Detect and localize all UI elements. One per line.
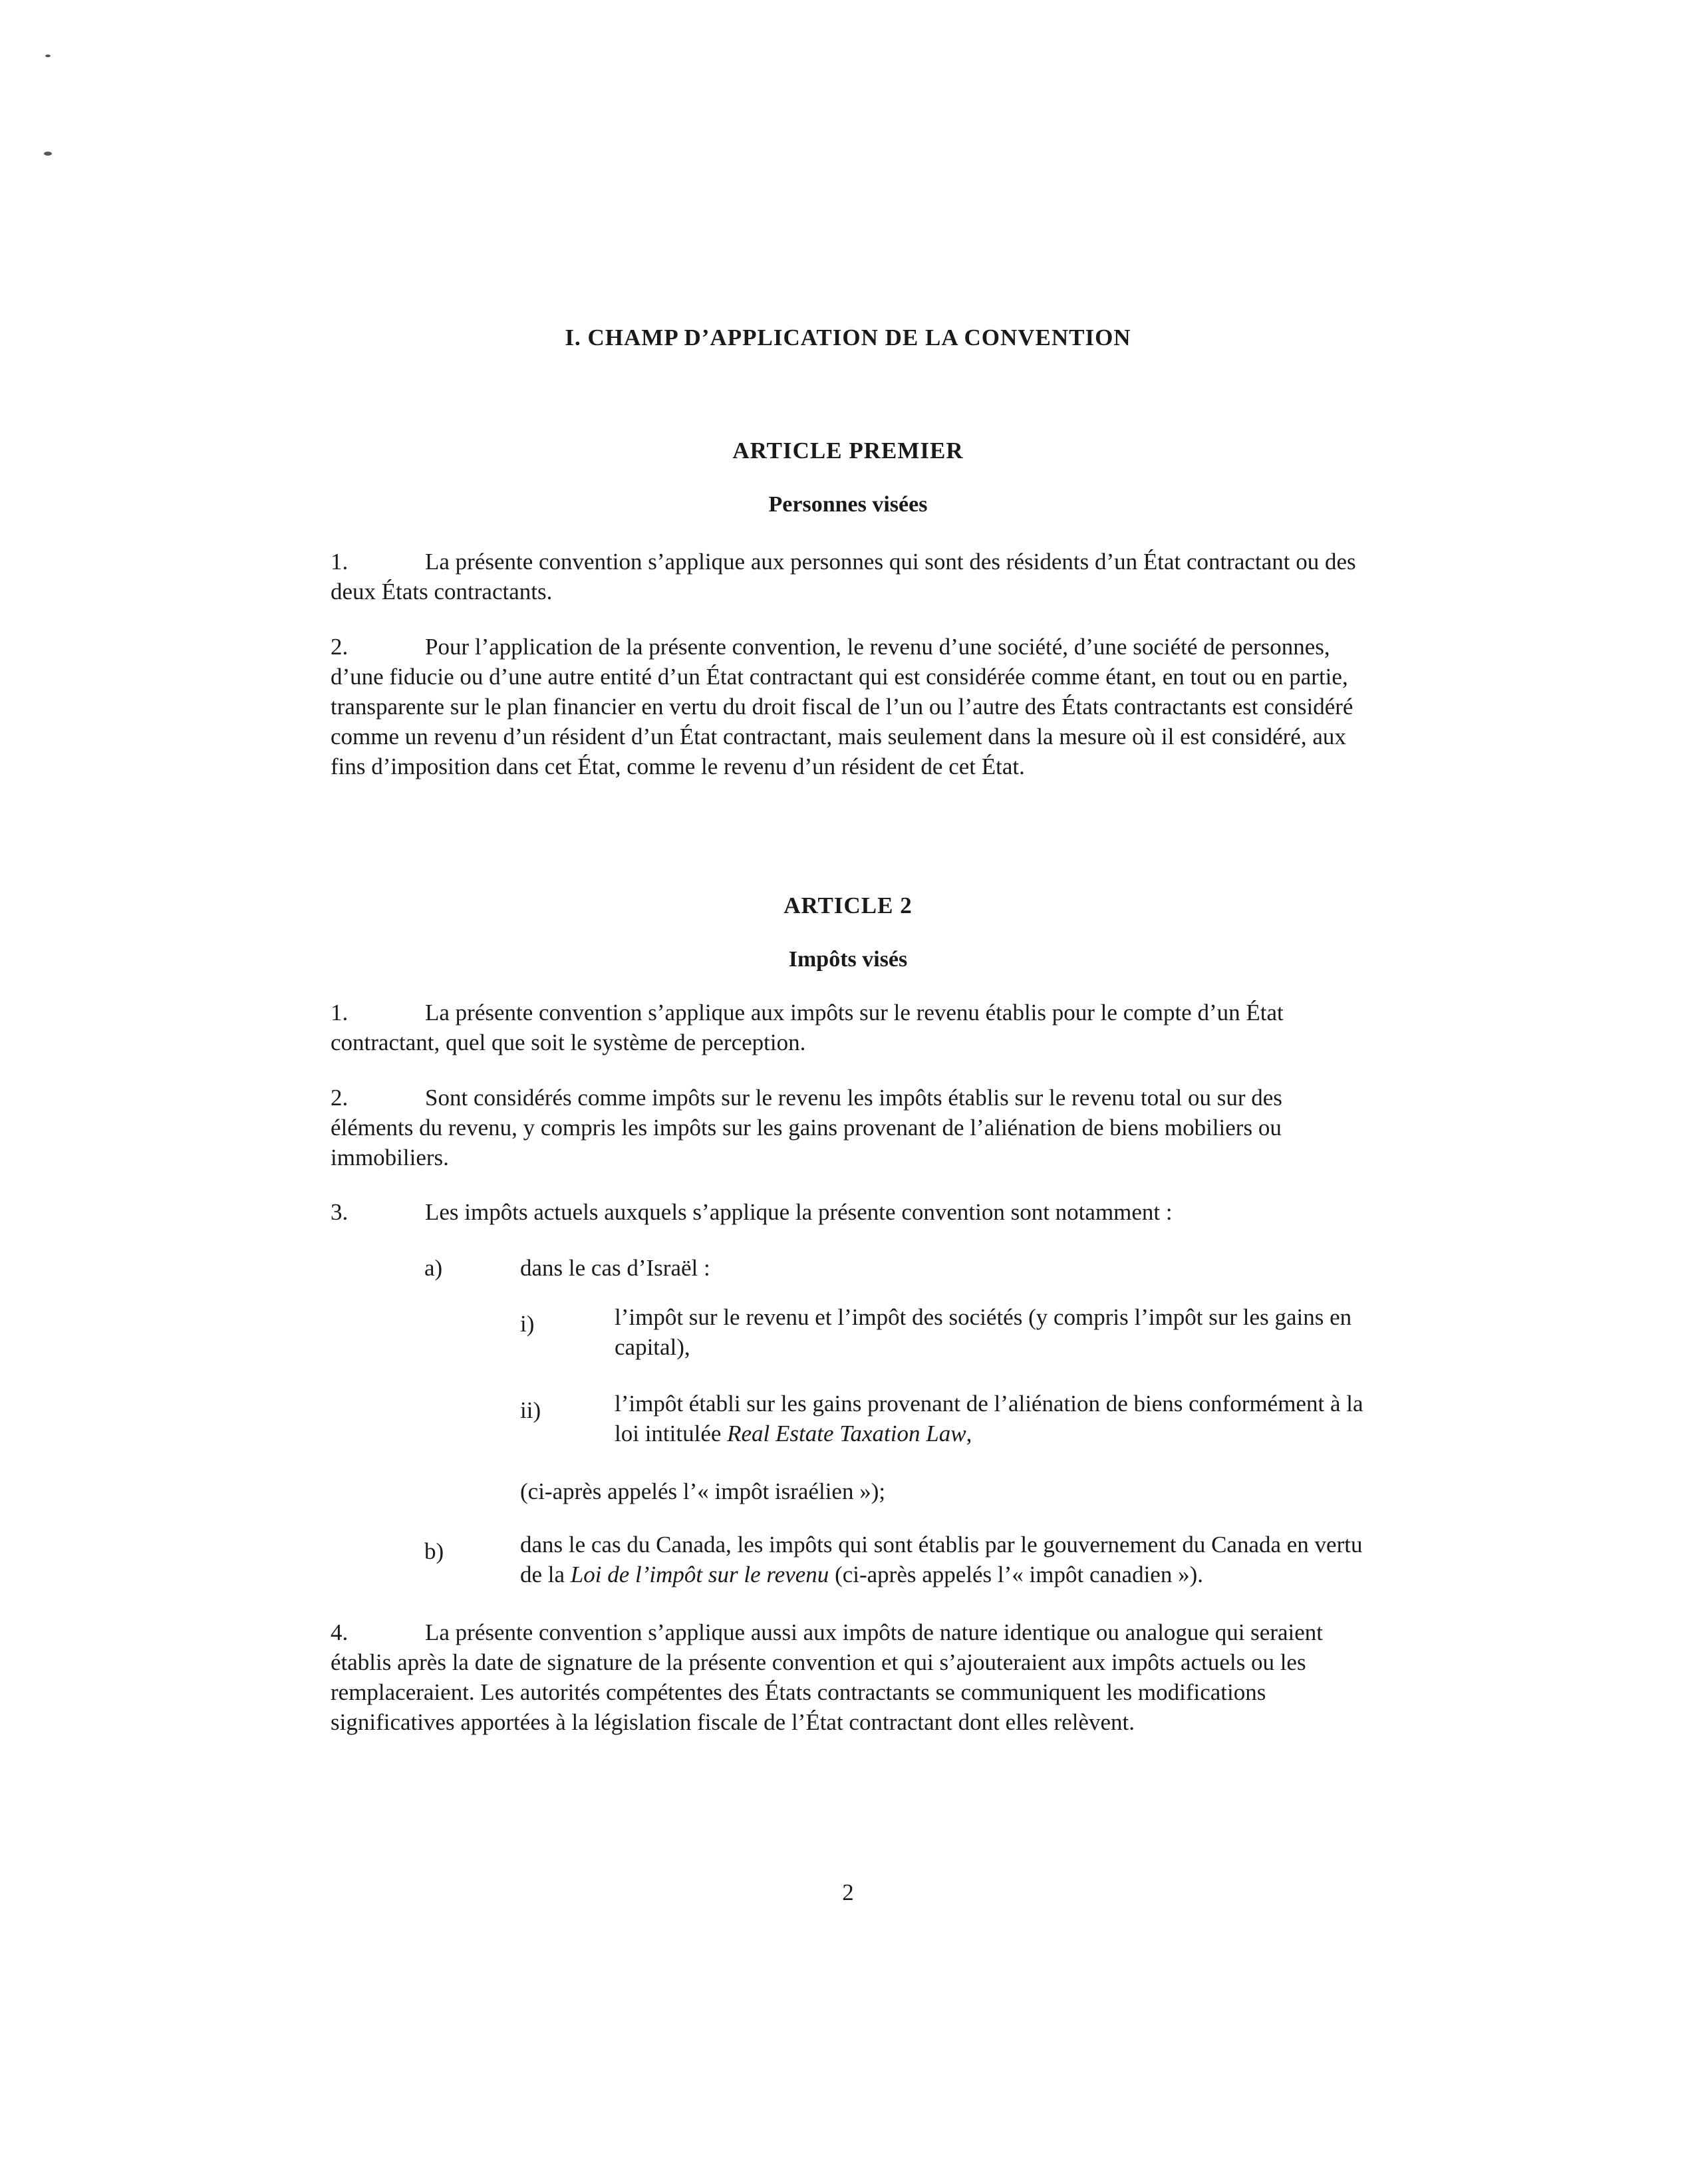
article-2-paragraph-1	[331, 998, 1368, 1057]
article-2-heading: ARTICLE 2	[783, 892, 913, 918]
article-1-heading: ARTICLE PREMIER	[732, 438, 964, 464]
item-b-text	[520, 1530, 1371, 1589]
article-2-subheading: Impôts visés	[788, 947, 908, 972]
part-title: I. CHAMP D’APPLICATION DE LA CONVENTION	[565, 325, 1131, 350]
article-2-paragraph-3	[331, 1197, 1368, 1227]
item-b-label: b)	[424, 1538, 444, 1564]
item-a-i-label: i)	[520, 1311, 535, 1337]
article-2-paragraph-4	[331, 1617, 1381, 1737]
item-a-i-text: l’impôt sur le revenu et l’impôt des sociétés (y compris l’impôt sur les gains en capital),	[615, 1304, 1352, 1360]
paragraph-text: Les impôts actuels auxquels s’applique la présente convention sont notamment :	[425, 1199, 1173, 1225]
item-b-text-part: (ci-après appelés l’« impôt canadien »).	[829, 1562, 1203, 1587]
item-a-text: dans le cas d’Israël :	[520, 1255, 710, 1281]
item-a-ii-text	[615, 1389, 1373, 1448]
paragraph-text: La présente convention s’applique aussi aux impôts de nature identique ou analogue qui seraient établis après la date de signature de la présente convention et qui s’ajouteraient aux impôts actuels ou les remplaceraient. Les autorités compétentes des États contractants se communiquent les modifications significatives apportées à la législation fiscale de l’État contractant dont elles relèvent.	[331, 1619, 1324, 1735]
scan-speck	[45, 55, 51, 57]
item-a-ii-law-title: Real Estate Taxation Law	[727, 1421, 966, 1446]
item-a-ii-text-part: l’impôt établi sur les gains provenant de l’aliénation de biens conformément à la loi intitulée	[615, 1391, 1363, 1446]
item-b-law-title: Loi de l’impôt sur le revenu	[570, 1562, 829, 1587]
page-number: 2	[842, 1879, 854, 1905]
paragraph-text: Sont considérés comme impôts sur le revenu les impôts établis sur le revenu total ou sur des éléments du revenu, y compris les impôts sur les gains provenant de l’aliénation de biens mobiliers ou immobiliers.	[331, 1085, 1282, 1170]
paragraph-text: La présente convention s’applique aux impôts sur le revenu établis pour le compte d’un État contractant, quel que soit le système de perception.	[331, 1000, 1284, 1055]
paragraph-number: 2.	[331, 1085, 349, 1111]
paragraph-number: 4.	[331, 1619, 349, 1645]
article-2-paragraph-2	[331, 1083, 1368, 1172]
item-a-ii-text-part: ,	[966, 1421, 972, 1446]
paragraph-number: 1.	[331, 1000, 349, 1025]
item-a-note: (ci-après appelés l’« impôt israélien »);	[520, 1478, 886, 1504]
paragraph-number: 3.	[331, 1199, 349, 1225]
article-1-paragraph-2	[331, 632, 1368, 781]
paragraph-text: La présente convention s’applique aux personnes qui sont des résidents d’un État contractant ou des deux États contractants.	[331, 549, 1356, 605]
article-1-paragraph-1	[331, 547, 1368, 607]
scan-speck	[44, 152, 52, 156]
paragraph-text: Pour l’application de la présente convention, le revenu d’une société, d’une société de personnes, d’une fiducie ou d’une autre entité d’un État contractant qui est considérée comme étant, en tout ou en partie, transparente sur le plan financier en vertu du droit fiscal de l’un ou l’autre des États contractants est considéré comme un revenu d’un résident d’un État contractant, mais seulement dans la mesure où il est considéré, aux fins d’imposition dans cet État, comme le revenu d’un résident de cet État.	[331, 634, 1353, 779]
paragraph-number: 1.	[331, 549, 349, 575]
paragraph-number: 2.	[331, 634, 349, 660]
item-a-ii-label: ii)	[520, 1397, 541, 1423]
item-a-label: a)	[424, 1255, 443, 1281]
article-1-subheading: Personnes visées	[768, 492, 928, 517]
item-b-text-part: dans le cas du Canada, les impôts qui sont établis par le gouvernement du Canada en vertu de la	[520, 1532, 1363, 1587]
